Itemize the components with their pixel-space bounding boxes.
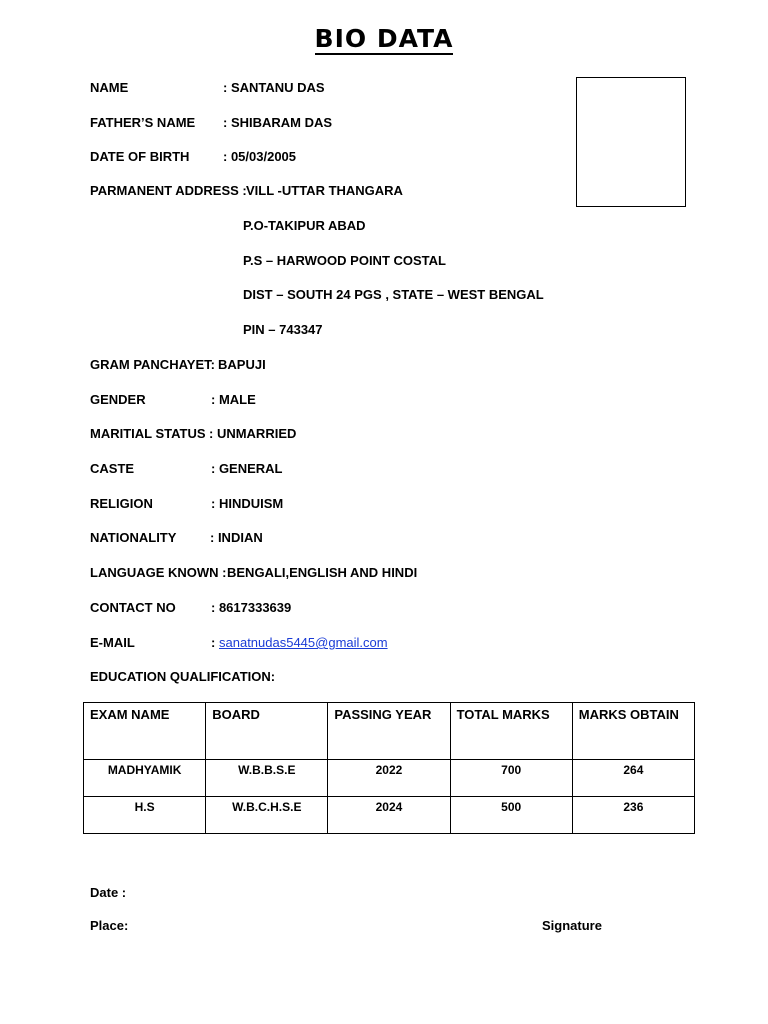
address-line-4: DIST – SOUTH 24 PGS , STATE – WEST BENGAL	[243, 287, 544, 302]
cell-board: W.B.B.S.E	[206, 760, 328, 797]
signature-label: Signature	[542, 918, 602, 933]
gender-label: GENDER	[90, 392, 146, 407]
cell-passing-year: 2024	[328, 797, 450, 834]
cell-exam-name: MADHYAMIK	[84, 760, 206, 797]
caste-label: CASTE	[90, 461, 135, 476]
table-row	[84, 760, 695, 797]
caste-value: : GENERAL	[211, 461, 283, 476]
address-line-5: PIN – 743347	[243, 322, 323, 337]
contact-label: CONTACT NO	[90, 600, 176, 615]
panchayet-label: GRAM PANCHAYET:	[90, 357, 215, 372]
religion-value: : HINDUISM	[211, 496, 284, 511]
email-link[interactable]: sanatnudas5445@gmail.com	[219, 635, 388, 650]
cell-exam-name: H.S	[84, 797, 206, 834]
header-exam-name: EXAM NAME	[84, 703, 206, 760]
address-line-2: P.O-TAKIPUR ABAD	[243, 218, 366, 233]
marital-label: MARITIAL STATUS	[90, 426, 206, 441]
language-label: LANGUAGE KNOWN :	[90, 565, 227, 580]
photo-placeholder	[576, 77, 686, 207]
page-title	[0, 24, 768, 53]
table-header-row	[84, 703, 695, 760]
header-passing-year: PASSING YEAR	[328, 703, 450, 760]
dob-value: : 05/03/2005	[223, 149, 297, 164]
place-label: Place:	[90, 918, 129, 933]
father-label: FATHER’S NAME	[90, 115, 196, 130]
dob-label: DATE OF BIRTH	[90, 149, 190, 164]
education-label: EDUCATION QUALIFICATION:	[90, 669, 276, 684]
gender-value: : MALE	[211, 392, 256, 407]
title-text: BIO DATA	[314, 24, 454, 53]
religion-label: RELIGION	[90, 496, 153, 511]
language-value: BENGALI,ENGLISH AND HINDI	[227, 565, 418, 580]
education-table	[83, 702, 695, 834]
cell-marks-obtain: 236	[572, 797, 694, 834]
header-total-marks: TOTAL MARKS	[450, 703, 572, 760]
nationality-value: : INDIAN	[210, 530, 263, 545]
address-line-1: VILL -UTTAR THANGARA	[246, 183, 403, 198]
email-colon: :	[211, 635, 216, 650]
header-board: BOARD	[206, 703, 328, 760]
address-label: PARMANENT ADDRESS :	[90, 183, 247, 198]
name-label: NAME	[90, 80, 129, 95]
panchayet-value: BAPUJI	[218, 357, 266, 372]
email-label: E-MAIL	[90, 635, 135, 650]
table-row	[84, 797, 695, 834]
cell-marks-obtain: 264	[572, 760, 694, 797]
header-marks-obtain: MARKS OBTAIN	[572, 703, 694, 760]
cell-passing-year: 2022	[328, 760, 450, 797]
marital-value: : UNMARRIED	[209, 426, 297, 441]
address-line-3: P.S – HARWOOD POINT COSTAL	[243, 253, 446, 268]
cell-board: W.B.C.H.S.E	[206, 797, 328, 834]
father-value: : SHIBARAM DAS	[223, 115, 333, 130]
cell-total-marks: 500	[450, 797, 572, 834]
cell-total-marks: 700	[450, 760, 572, 797]
nationality-label: NATIONALITY	[90, 530, 177, 545]
date-label: Date :	[90, 885, 127, 900]
name-value: : SANTANU DAS	[223, 80, 325, 95]
contact-value: : 8617333639	[211, 600, 292, 615]
